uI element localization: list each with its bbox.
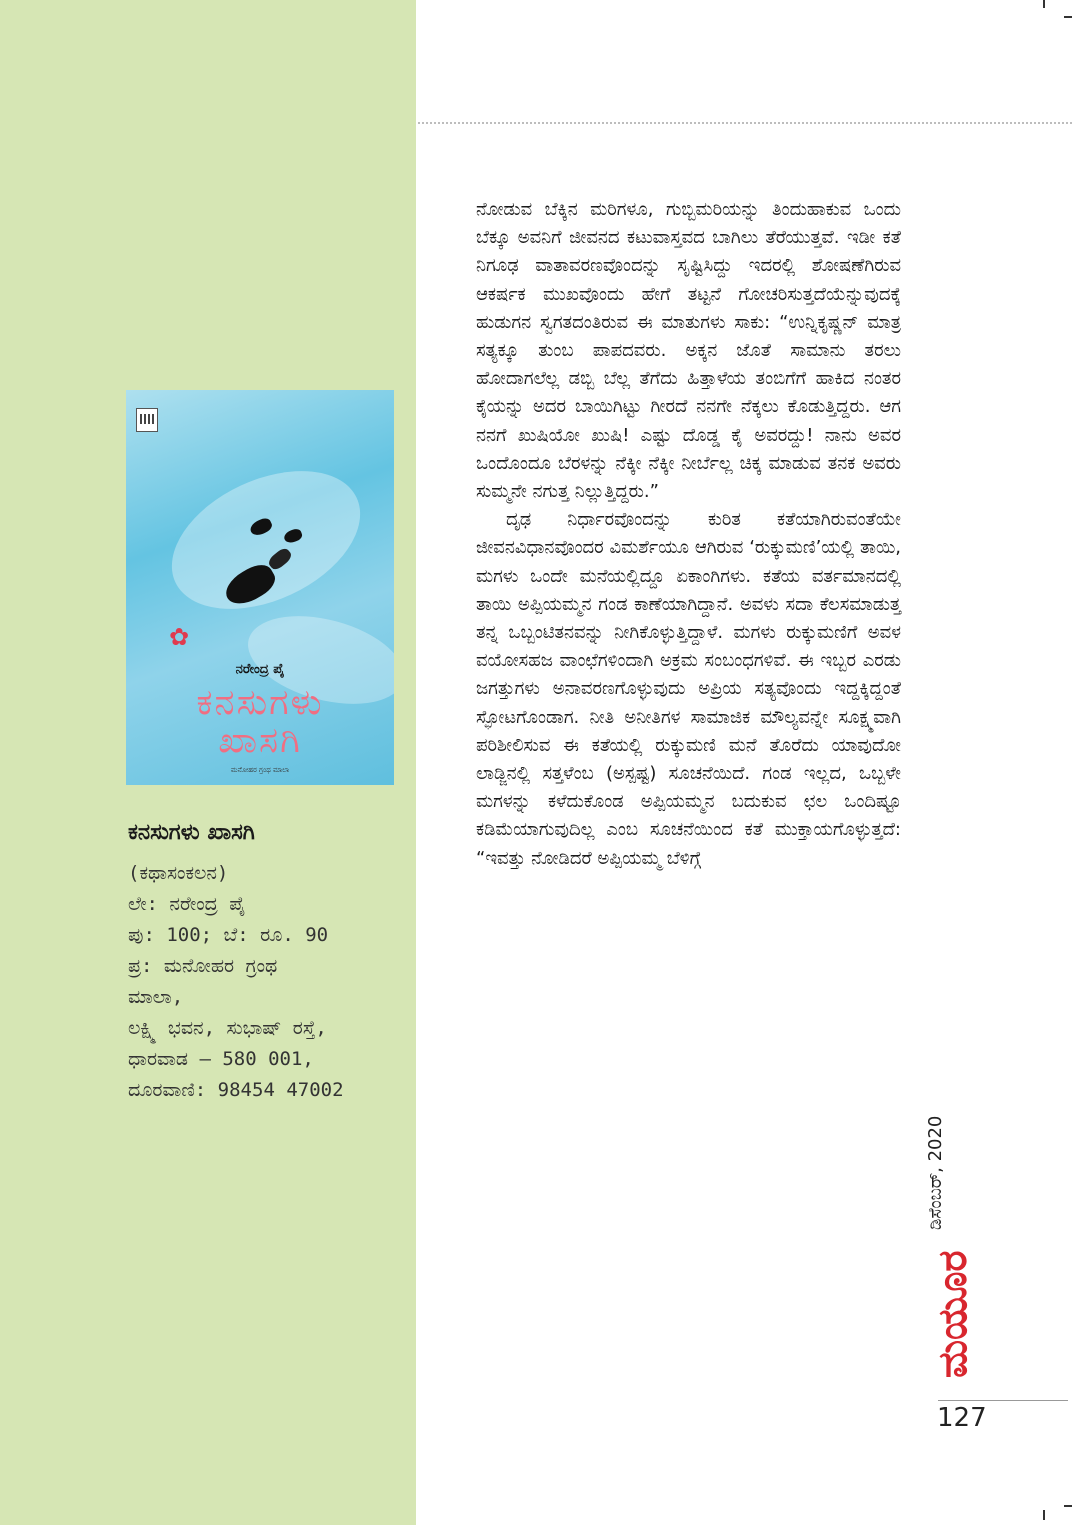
issue-date: ಡಿಸೆಂಬರ್, 2020 [925,1115,946,1230]
book-info-line: ಲಕ್ಷ್ಮಿ ಭವನ, ಸುಭಾಷ್ ರಸ್ತೆ, [128,1017,327,1039]
crop-mark-top [1043,0,1045,8]
article-paragraph: ನೋಡುವ ಬೆಕ್ಕಿನ ಮರಿಗಳೂ, ಗುಬ್ಬಿಮರಿಯನ್ನು ತಿಂದುಹಾಕುವ ಒಂದು ಬೆಕ್ಕೂ ಅವನಿಗೆ ಜೀವನದ ಕಟುವಾಸ್ತವದ ಬಾಗಿಲು ತೆರೆಯುತ್ತವೆ. ಇಡೀ ಕತೆ ನಿಗೂಢ ವಾತಾವರಣವೊಂದನ್ನು ಸೃಷ್ಟಿಸಿದ್ದು ಇದರಲ್ಲಿ ಶೋಷಣೆಗಿರುವ ಆಕರ್ಷಕ ಮುಖವೊಂದು ಹೇಗೆ ತಟ್ಟನೆ ಗೋಚರಿಸುತ್ತದೆಯೆನ್ನುವುದಕ್ಕೆ ಹುಡುಗನ ಸ್ವಗತದಂತಿರುವ ಈ ಮಾತುಗಳು ಸಾಕು: “ಉನ್ನಿಕೃಷ್ಣನ್ ಮಾತ್ರ ಸತ್ಯಕ್ಕೂ ತುಂಬ ಪಾಪದವರು. ಅಕ್ಕನ ಜೊತೆ ಸಾಮಾನು ತರಲು ಹೋದಾಗಲೆಲ್ಲ ಡಬ್ಬಿ ಬೆಲ್ಲ ತೆಗೆದು ಹಿತ್ತಾಳೆಯ ತಂಬಿಗೆಗೆ ಹಾಕಿದ ನಂತರ ಕೈಯನ್ನು ಅದರ ಬಾಯಿಗಿಟ್ಟು ಗೀರದೆ ನನಗೇ ನೆಕ್ಕಲು ಕೊಡುತ್ತಿದ್ದರು. ಆಗ ನನಗೆ ಖುಷಿಯೋ ಖುಷಿ! ಎಷ್ಟು ದೊಡ್ಡ ಕೈ ಅವರದ್ದು! ನಾನು ಅವರ ಒಂದೊಂದೂ ಬೆರಳನ್ನು ನೆಕ್ಕೀ ನೆಕ್ಕೀ ನೀರ್ಬೆಲ್ಲ ಚಿಕ್ಕ ಮಾಡುವ ತನಕ ಅವರು ಸುಮ್ಮನೇ ನಗುತ್ತ ನಿಲ್ಲುತ್ತಿದ್ದರು.” [476,199,901,503]
book-info-line: ದೂರವಾಣಿ: 98454 47002 [128,1079,344,1101]
book-details [128,818,408,1106]
book-info-line: ಪ್ರ: ಮನೋಹರ ಗ್ರಂಥ [128,955,278,977]
book-cover-image [126,390,394,785]
book-info-line: ಲೇ: ನರೇಂದ್ರ ಪೈ [128,893,246,915]
book-info-line: ಪು: 100; ಬೆ: ರೂ. 90 [128,924,329,946]
cover-water-swirl [150,443,382,636]
article-body [476,196,901,873]
crop-dash-top [1064,16,1072,18]
publisher-logo-icon [136,408,158,432]
page-number: 127 [937,1403,987,1433]
cover-title-line1: ಕನಸುಗಳು [196,682,324,723]
book-title: ಕನಸುಗಳು ಖಾಸಗಿ [128,820,255,845]
cover-imprint: ಮನೋಹರ ಗ್ರಂಥ ಮಾಲಾ [230,766,290,774]
dotted-divider [418,122,1072,124]
book-info-line: ಧಾರವಾಡ – 580 001, [128,1048,314,1070]
magazine-name: ಮಯೂರ [930,1250,976,1378]
book-info-line: (ಕಥಾಸಂಕಲನ) [128,862,229,884]
lotus-icon: ✿ [168,623,190,651]
cover-title-line2: ಖಾಸಗಿ [218,720,302,761]
crop-dash-bottom [1064,1505,1072,1507]
book-info-line: ಮಾಲಾ, [128,986,184,1008]
page-number-rule [938,1400,1068,1401]
article-paragraph: ದೃಢ ನಿರ್ಧಾರವೊಂದನ್ನು ಕುರಿತ ಕತೆಯಾಗಿರುವಂತೆಯೇ ಜೀವನವಿಧಾನವೊಂದರ ವಿಮರ್ಶೆಯೂ ಆಗಿರುವ ‘ರುಕ್ಕುಮಣಿ’ಯಲ್ಲಿ ತಾಯಿ, ಮಗಳು ಒಂದೇ ಮನೆಯಲ್ಲಿದ್ದೂ ಏಕಾಂಗಿಗಳು. ಕತೆಯ ವರ್ತಮಾನದಲ್ಲಿ ತಾಯಿ ಅಪ್ಪಿಯಮ್ಮನ ಗಂಡ ಕಾಣೆಯಾಗಿದ್ದಾನೆ. ಅವಳು ಸದಾ ಕೆಲಸಮಾಡುತ್ತ ತನ್ನ ಒಬ್ಬಂಟಿತನವನ್ನು ನೀಗಿಕೊಳ್ಳುತ್ತಿದ್ದಾಳೆ. ಮಗಳು ರುಕ್ಕುಮಣಿಗೆ ಅವಳ ವಯೋಸಹಜ ವಾಂಛೆಗಳಿಂದಾಗಿ ಅಕ್ರಮ ಸಂಬಂಧಗಳಿವೆ. ಈ ಇಬ್ಬರ ಎರಡು ಜಗತ್ತುಗಳು ಅನಾವರಣಗೊಳ್ಳುವುದು ಅಪ್ರಿಯ ಸತ್ಯವೊಂದು ಇದ್ದಕ್ಕಿದ್ದಂತೆ ಸ್ಫೋಟಗೊಂಡಾಗ. ನೀತಿ ಅನೀತಿಗಳ ಸಾಮಾಜಿಕ ಮೌಲ್ಯವನ್ನೇ ಸೂಕ್ಷ್ಮವಾಗಿ ಪರಿಶೀಲಿಸುವ ಈ ಕತೆಯಲ್ಲಿ ರುಕ್ಕುಮಣಿ ಮನೆ ತೊರೆದು ಯಾವುದೋ ಲಾಡ್ಜಿನಲ್ಲಿ ಸತ್ತಳೆಂಬ (ಅಸ್ಪಷ್ಟ) ಸೂಚನೆಯಿದೆ. ಗಂಡ ಇಲ್ಲದ, ಒಬ್ಬಳೇ ಮಗಳನ್ನು ಕಳೆದುಕೊಂಡ ಅಪ್ಪಿಯಮ್ಮನ ಬದುಕುವ ಛಲ ಒಂದಿಷ್ಟೂ ಕಡಿಮೆಯಾಗುವುದಿಲ್ಲ ಎಂಬ ಸೂಚನೆಯಿಂದ ಕತೆ ಮುಕ್ತಾಯಗೊಳ್ಳುತ್ತದೆ: “ಇವತ್ತು ನೋಡಿದರೆ ಅಪ್ಪಿಯಮ್ಮ ಬೆಳಿಗ್ಗೆ [476,509,901,869]
cover-author: ನರೇಂದ್ರ ಪೈ [235,662,285,677]
crop-mark-bottom [1043,1510,1045,1520]
